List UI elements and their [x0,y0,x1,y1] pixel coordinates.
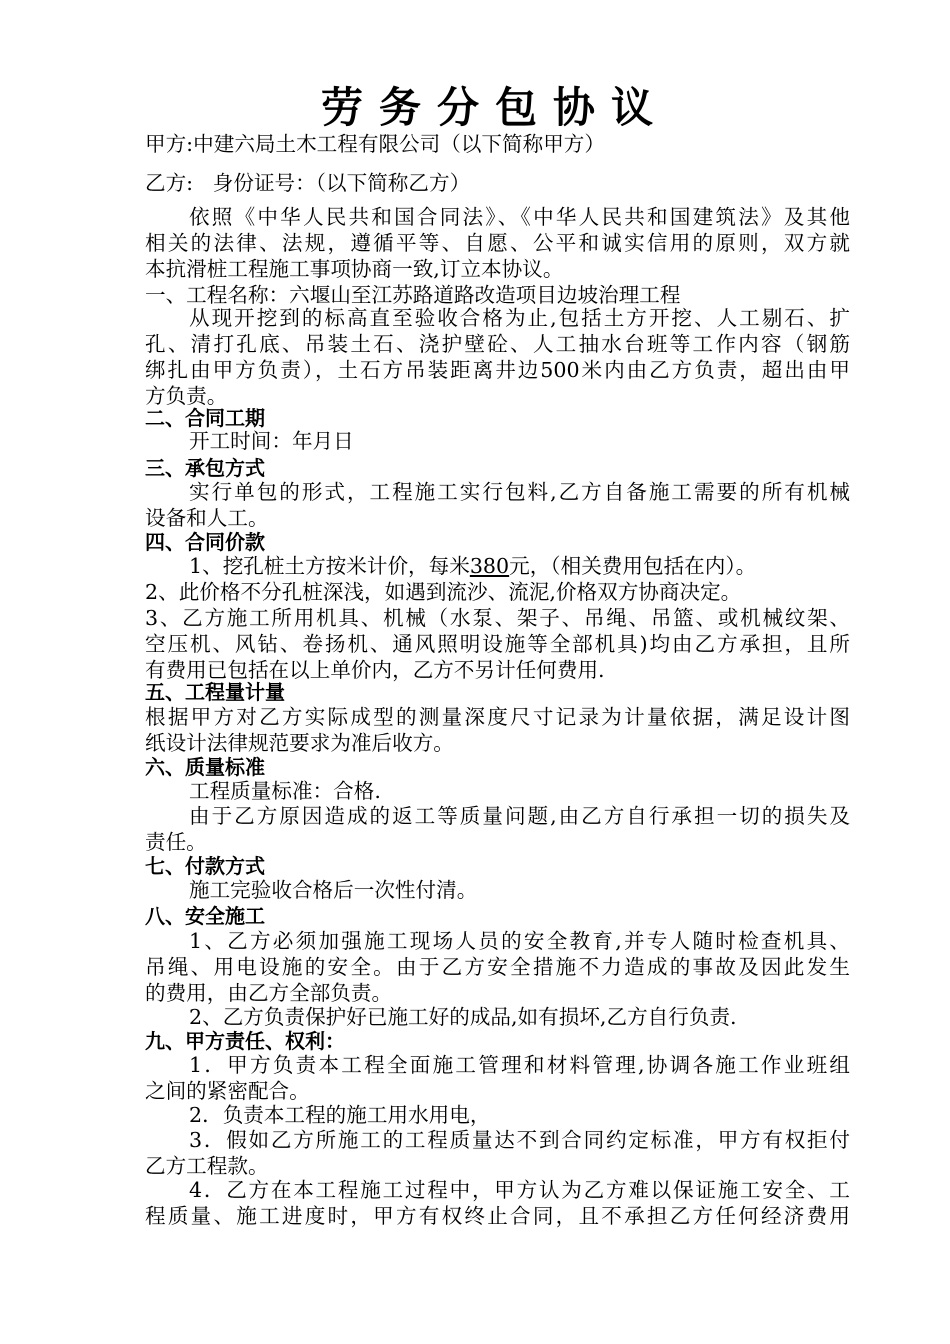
section-1-line: 方负责。 [145,384,228,408]
section-6-standard: 工程质量标准：合格. [189,779,381,803]
section-9-item-4-line: 程质量、施工进度时，甲方有权终止合同，且不承担乙方任何经济费用 [145,1204,850,1228]
section-6-line: 由于乙方原因造成的返工等质量问题,由乙方自行承担一切的损失及 [189,804,850,828]
section-2-line: 开工时间：年月日 [189,429,354,453]
price-value: 380 [469,554,510,578]
section-6-heading: 六、质量标准 [145,755,265,779]
section-5-heading: 五、工程量计量 [145,680,285,704]
party-b-line: 乙方: 身份证号：（以下简称乙方） [145,171,471,195]
section-4-heading: 四、合同价款 [145,530,265,554]
section-4-item-2: 2、此价格不分孔桩深浅，如遇到流沙、流泥,价格双方协商决定。 [145,580,742,604]
section-9-item-3-line: 3．假如乙方所施工的工程质量达不到合同约定标准，甲方有权拒付 [189,1128,850,1152]
price-suffix: 元，（相关费用包括在内）。 [509,554,757,578]
section-1-heading: 一、工程名称：六堰山至江苏路道路改造项目边坡治理工程 [145,283,681,307]
section-9-item-1-line: 1．甲方负责本工程全面施工管理和材料管理,协调各施工作业班组 [189,1053,850,1077]
intro-line: 本抗滑桩工程施工事项协商一致,订立本协议。 [145,257,564,281]
section-4-item-3-line: 3、乙方施工所用机具、机械（水泵、架子、吊绳、吊篮、或机械纹架、 [145,606,850,630]
section-2-heading: 二、合同工期 [145,406,265,430]
section-9-item-4-line: 4．乙方在本工程施工过程中，甲方认为乙方难以保证施工安全、工 [189,1178,850,1202]
party-a-line: 甲方:中建六局土木工程有限公司（以下简称甲方） [145,132,605,156]
section-5-line: 纸设计法律规范要求为准后收方。 [145,731,454,755]
section-4-item-3-line: 空压机、风钻、卷扬机、通风照明设施等全部机具)均由乙方承担，且所 [145,632,850,656]
section-3-line: 实行单包的形式，工程施工实行包料,乙方自备施工需要的所有机械 [189,480,850,504]
section-1-line: 孔、清打孔底、吊装土石、浇护壁砼、人工抽水台班等工作内容（钢筋 [145,332,850,356]
section-8-item-2: 2、乙方负责保护好已施工好的成品,如有损坏,乙方自行负责. [189,1005,737,1029]
section-3-line: 设备和人工。 [145,506,269,530]
intro-line: 依照《中华人民共和国合同法》、《中华人民共和国建筑法》及其他 [189,205,850,229]
section-9-item-1-line: 之间的紧密配合。 [145,1079,310,1103]
section-5-line: 根据甲方对乙方实际成型的测量深度尺寸记录为计量依据，满足设计图 [145,705,850,729]
section-9-item-2: 2．负责本工程的施工用水用电， [189,1103,491,1127]
intro-line: 相关的法律、法规，遵循平等、自愿、公平和诚实信用的原则，双方就 [145,231,850,255]
section-1-line: 绑扎由甲方负责），土石方吊装距离井边500米内由乙方负责，超出由甲 [145,358,850,382]
section-3-heading: 三、承包方式 [145,456,265,480]
section-9-heading: 九、甲方责任、权利： [145,1029,345,1053]
section-1-line: 从现开挖到的标高直至验收合格为止,包括土方开挖、人工剔石、扩 [189,306,850,330]
section-8-item-1-line: 吊绳、用电设施的安全。由于乙方安全措施不力造成的事故及因此发生 [145,955,850,979]
section-8-heading: 八、安全施工 [145,904,265,928]
section-8-item-1-line: 1、乙方必须加强施工现场人员的安全教育,并专人随时检查机具、 [189,929,850,953]
section-6-line: 责任。 [145,830,207,854]
section-9-item-3-line: 乙方工程款。 [145,1154,269,1178]
section-8-item-1-line: 的费用，由乙方全部负责。 [145,981,393,1005]
section-7-heading: 七、付款方式 [145,854,265,878]
section-7-line: 施工完验收合格后一次性付清。 [189,878,478,902]
section-4-item-3-line: 有费用已包括在以上单价内，乙方不另计任何费用. [145,658,605,682]
price-label: 1、挖孔桩土方按米计价，每米 [189,554,470,578]
section-4-item-1 [189,553,850,579]
document-title: 劳务分包协议 [320,83,669,132]
